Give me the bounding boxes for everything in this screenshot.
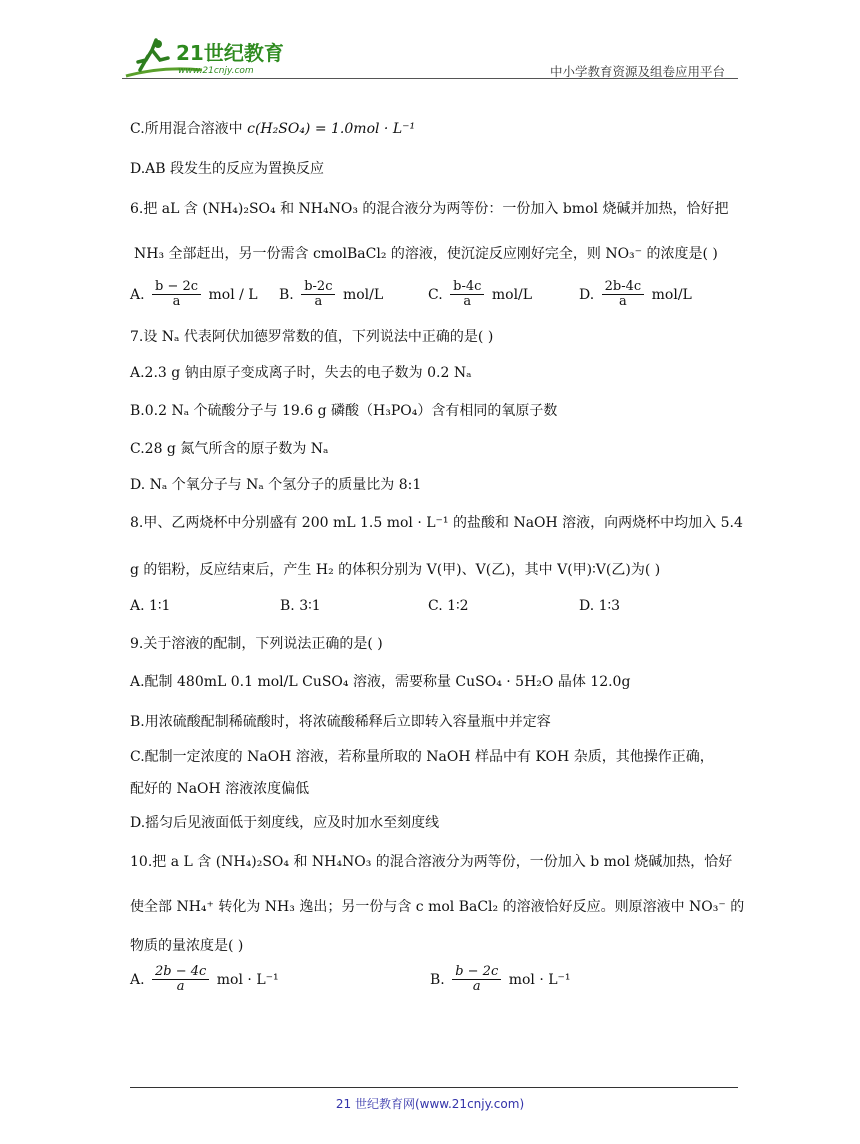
q8-option-a: A. 1∶1	[130, 598, 171, 614]
q7-option-a: A.2.3 g 钠由原子变成离子时，失去的电子数为 0.2 Nₐ	[130, 365, 472, 381]
fraction: $\frac{b-4c}{a}$	[450, 280, 484, 310]
q6-option-d: D. $\frac{2b-4c}{a}$ mol/L	[579, 279, 692, 310]
question-10-line-1: 10.把 a L 含 (NH₄)₂SO₄ 和 NH₄NO₃ 的混合溶液分为两等份，一份加入 b mol 烧碱加热，恰好	[130, 854, 733, 870]
footer-divider	[130, 1087, 738, 1088]
site-logo	[122, 36, 292, 80]
q9-option-a: A.配制 480mL 0.1 mol/L CuSO₄ 溶液，需要称量 CuSO₄ · 5H₂O 晶体 12.0g	[130, 674, 631, 690]
question-8-line-1: 8.甲、乙两烧杯中分别盛有 200 mL 1.5 mol · L⁻¹ 的盐酸和 NaOH 溶液，向两烧杯中均加入 5.4	[130, 515, 743, 531]
question-6-line-2: NH₃ 全部赶出，另一份需含 cmolBaCl₂ 的溶液，使沉淀反应刚好完全，则 NO₃⁻ 的浓度是( )	[134, 246, 718, 262]
question-6-line-1: 6.把 aL 含 (NH₄)₂SO₄ 和 NH₄NO₃ 的混合液分为两等份：一份加入 bmol 烧碱并加热，恰好把	[130, 201, 729, 217]
q7-option-d: D. Nₐ 个氧分子与 Nₐ 个氢分子的质量比为 8:1	[130, 477, 422, 493]
header-platform-text: 中小学教育资源及组卷应用平台	[549, 64, 725, 79]
q8-option-c: C. 1∶2	[428, 598, 469, 614]
option-c-line	[130, 118, 415, 138]
q9-option-b: B.用浓硫酸配制稀硫酸时，将浓硫酸稀释后立即转入容量瓶中并定容	[130, 714, 551, 730]
option-d-line: D.AB 段发生的反应为置换反应	[130, 161, 325, 177]
logo-url: www.21cnjy.com	[178, 66, 254, 76]
q9-option-c-line-1: C.配制一定浓度的 NaOH 溶液，若称量所取的 NaOH 样品中有 KOH 杂质，其他操作正确，	[130, 749, 714, 765]
header-divider	[122, 78, 738, 79]
logo-text: 21世纪教育	[176, 41, 284, 65]
q8-option-b: B. 3∶1	[280, 598, 321, 614]
fraction: $\frac{b-2c}{a}$	[301, 280, 335, 310]
q6-option-a: A. $\frac{b - 2c}{a}$ mol / L	[130, 279, 258, 310]
q9-option-c-line-2: 配好的 NaOH 溶液浓度偏低	[130, 781, 310, 797]
question-8-line-2: g 的铝粉，反应结束后，产生 H₂ 的体积分别为 V(甲)、V(乙)，其中 V(甲)∶V(乙)为( )	[130, 562, 661, 578]
q8-option-d: D. 1∶3	[579, 598, 621, 614]
q9-option-d: D.摇匀后见液面低于刻度线，应及时加水至刻度线	[130, 815, 440, 831]
q7-option-b: B.0.2 Nₐ 个硫酸分子与 19.6 g 磷酸（H₃PO₄）含有相同的氧原子数	[130, 403, 558, 419]
logo-runner-icon	[122, 36, 292, 80]
option-c-label: C.所用混合溶液中	[130, 121, 243, 137]
fraction: $\frac{2b-4c}{a}$	[602, 280, 645, 310]
question-10-line-3: 物质的量浓度是( )	[130, 938, 244, 954]
q10-option-a: A. $\frac{2b - 4c}{a}$ mol · L⁻¹	[130, 964, 279, 995]
question-9: 9.关于溶液的配制，下列说法正确的是( )	[130, 636, 383, 652]
option-c-formula: c(H₂SO₄) = 1.0mol · L⁻¹	[247, 121, 416, 137]
fraction: $\frac{b - 2c}{a}$	[452, 965, 501, 995]
fraction: $\frac{b - 2c}{a}$	[152, 280, 201, 310]
footer-link[interactable]: 21 世纪教育网(www.21cnjy.com)	[335, 1097, 525, 1111]
q6-option-b: B. $\frac{b-2c}{a}$ mol/L	[279, 279, 384, 310]
question-10-line-2: 使全部 NH₄⁺ 转化为 NH₃ 逸出；另一份与含 c mol BaCl₂ 的溶液恰好反应。则原溶液中 NO₃⁻ 的	[130, 899, 745, 915]
q6-option-c: C. $\frac{b-4c}{a}$ mol/L	[428, 279, 533, 310]
q7-option-c: C.28 g 氮气所含的原子数为 Nₐ	[130, 441, 329, 457]
q10-option-b: B. $\frac{b - 2c}{a}$ mol · L⁻¹	[430, 964, 571, 995]
fraction: $\frac{2b - 4c}{a}$	[152, 965, 209, 995]
question-7: 7.设 Nₐ 代表阿伏加德罗常数的值，下列说法中正确的是( )	[130, 329, 494, 345]
